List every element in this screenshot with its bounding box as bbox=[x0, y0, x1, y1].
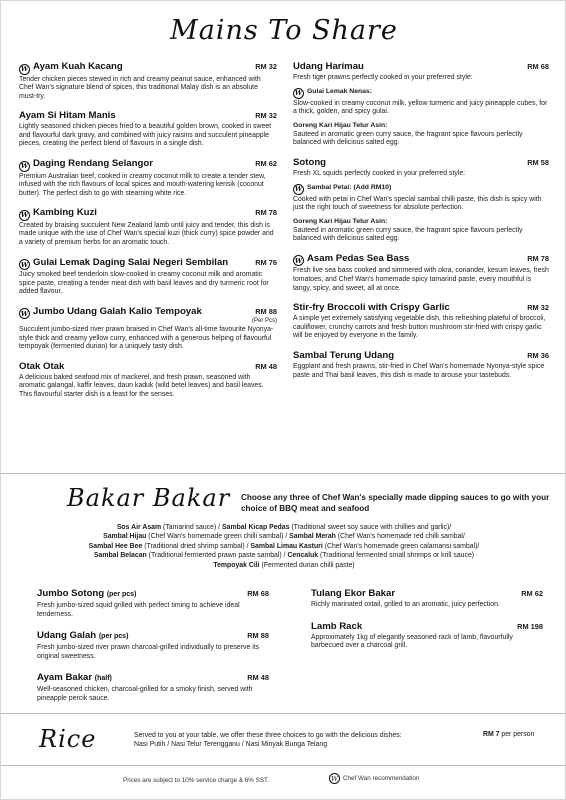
menu-item-description: Lightly seasoned chicken pieces fried to a beautiful golden brown, cooked in sweet and flavourful dark gravy, and combined with juicy raisins and succulent pineapple pieces, creating the perfect blend of flavours in a single dish. bbox=[19, 123, 272, 148]
menu-item-header bbox=[37, 588, 269, 601]
menu-item-name bbox=[19, 361, 64, 373]
bbq-right-column bbox=[311, 588, 543, 662]
mains-title: Mains To Share bbox=[170, 15, 398, 46]
menu-item-description: A delicious baked seafood mix of mackerel, and fresh prawn, seasoned with aromatic galangal, kaffir leaves, daun kaduk (wild betel leaves) and basil leaves. This flavourful starter dish is a feast for the senses. bbox=[19, 373, 264, 398]
menu-item-portion: (half) bbox=[94, 675, 112, 683]
menu-item-name-text: Tulang Ekor Bakar bbox=[311, 588, 396, 599]
option-description: Sauteed in aromatic green curry sauce, the fragrant spice flavours perfectly balanced with delicious salted egg. bbox=[293, 130, 523, 147]
menu-item-description: Tender chicken pieces stewed in rich and creamy peanut sauce, enhanced with Chef Wan's signature blend of spices, this traditional Malay dish is an absolute must-try. bbox=[19, 75, 261, 100]
menu-item-price: RM 48 bbox=[247, 673, 269, 683]
menu-item-name-text: Stir-fry Broccoli with Crispy Garlic bbox=[293, 302, 450, 314]
menu-item-name bbox=[19, 257, 228, 271]
menu-item-name-text: Lamb Rack bbox=[311, 620, 363, 632]
menu-item-name-text: Daging Rendang Selangor bbox=[33, 158, 153, 170]
option-description: Slow-cooked in creamy coconut milk, yellow turmeric and juicy pineapple cubes, for a thick, golden, and spicy gulai. bbox=[293, 99, 548, 116]
menu-item-description: Succulent jumbo-sized river prawn braised in Chef Wan's all-time favourite Nyonya-style thick and creamy yellow curry, enhanced with a generous helping of flavourful tempoyak (fermented durian) for a uniquely tasty dish. bbox=[19, 325, 274, 351]
chef-wan-logo-icon: W bbox=[294, 256, 303, 265]
sauce-description: (Tamarind sauce) / bbox=[161, 524, 223, 531]
section-divider bbox=[1, 713, 566, 714]
chef-wan-logo-icon: W bbox=[20, 309, 29, 318]
menu-item-price: RM 32 bbox=[255, 111, 277, 121]
menu-item-name-text: Ayam Bakar bbox=[37, 672, 93, 684]
menu-item bbox=[293, 350, 549, 380]
menu-item bbox=[19, 110, 277, 149]
menu-item-name bbox=[19, 207, 97, 221]
menu-item-description: Fresh live sea bass cooked and simmered with okra, coriander, kesum leaves, fresh tomatoes, and Chef Wan's homemade spicy tamarind paste, every mouthful is tangy, spicy, and sweet, all at once. bbox=[293, 267, 549, 292]
menu-item-name bbox=[19, 306, 202, 320]
menu-item-price: RM 48 bbox=[255, 361, 277, 371]
menu-item-option bbox=[293, 87, 549, 117]
menu-item-header bbox=[19, 257, 277, 271]
rice-desc-line2: Nasi Putih / Nasi Telur Terengganu / Nasi Minyak Bunga Telang bbox=[134, 741, 328, 749]
menu-item-option bbox=[293, 217, 549, 244]
sauce-description: (Chef Wan's homemade green calamansi sambal)/ bbox=[322, 542, 480, 550]
menu-item-name-text: Sotong bbox=[293, 156, 327, 168]
menu-item-header bbox=[19, 110, 277, 122]
sauce-description: (Traditional fermented prawn paste sambal) / bbox=[146, 552, 288, 560]
sauce-line bbox=[41, 532, 527, 541]
sauce-line bbox=[41, 551, 527, 560]
menu-item-name bbox=[293, 61, 364, 73]
rice-description bbox=[134, 731, 474, 749]
menu-item-description: Juicy smoked beef tenderloin slow-cooked in creamy coconut milk and aromatic spice paste, creating a tender meat dish with basil leaves and dry turmeric root for added flavour. bbox=[19, 271, 269, 296]
menu-item-name-text: Sambal Terung Udang bbox=[293, 350, 395, 361]
menu-item-name bbox=[311, 588, 395, 600]
menu-item bbox=[19, 61, 277, 101]
recommendation-legend bbox=[329, 773, 419, 784]
menu-item-header bbox=[19, 207, 277, 221]
menu-item-header bbox=[19, 306, 277, 325]
menu-item-name-text: Jumbo Udang Galah Kalio Tempoyak bbox=[33, 305, 202, 317]
menu-item-option bbox=[293, 121, 549, 148]
menu-item-name-text: Ayam Si Hitam Manis bbox=[19, 110, 116, 122]
menu-item-header bbox=[311, 621, 543, 633]
menu-item-description: A simple yet extremely satisfying vegetable dish, this refreshing plateful of broccoli, cauliflower, crunchy carrots and fresh button mushroom stir-fried with crispy garlic will be enjoyed by everyone in the family. bbox=[293, 315, 546, 340]
sauce-name: Sambal Hee Bee bbox=[88, 542, 143, 550]
menu-item-name bbox=[293, 157, 326, 169]
menu-item bbox=[19, 361, 277, 400]
sauce-description: (Traditional dried shrimp sambal) / bbox=[142, 542, 251, 550]
chef-wan-logo-icon: W bbox=[329, 773, 340, 784]
menu-item bbox=[293, 253, 549, 293]
sauce-name: Sambal Kicap Pedas bbox=[222, 524, 290, 531]
sauce-list bbox=[41, 523, 527, 570]
bakar-intro: Choose any three of Chef Wan's specially made dipping sauces to go with your choice of BBQ meat and seafood bbox=[241, 493, 550, 513]
rice-price-value: RM 7 bbox=[483, 731, 500, 738]
bakar-title: Bakar Bakar bbox=[67, 484, 231, 512]
menu-item-price: RM 58 bbox=[527, 157, 549, 167]
sauce-description: (Chef Wan's homemade green chilli sambal) / bbox=[146, 533, 290, 541]
menu-item-price: RM 78 bbox=[255, 208, 277, 218]
menu-item-header bbox=[293, 350, 549, 362]
menu-item-price: RM 62 bbox=[255, 159, 277, 169]
menu-item-header bbox=[37, 672, 269, 685]
rice-price-unit: per person bbox=[499, 731, 535, 738]
menu-item-description: Fresh tiger prawns perfectly cooked in your preferred style: bbox=[293, 74, 473, 81]
menu-item-name bbox=[293, 350, 394, 362]
chef-wan-logo-icon: W bbox=[20, 162, 29, 171]
menu-item-header bbox=[293, 157, 549, 169]
mains-right-column bbox=[293, 61, 549, 389]
menu-item-price: RM 88 bbox=[247, 631, 269, 641]
sauce-description: (Chef Wan's homemade red chilli sambal/ bbox=[335, 533, 465, 541]
option-description: Cooked with petai in Chef Wan's special sambal chilli paste, this dish is spicy with just the right touch of sweetness for absolute perfection. bbox=[293, 195, 542, 212]
menu-item-header bbox=[293, 61, 549, 73]
menu-item-name-text: Gulai Lemak Daging Salai Negeri Sembilan bbox=[33, 256, 229, 268]
menu-item-name bbox=[19, 61, 123, 75]
chef-wan-logo-icon: W bbox=[294, 184, 303, 193]
menu-item-description: Fresh XL squids perfectly cooked in your preferred style: bbox=[293, 169, 466, 177]
menu-item-price-unit: (Per Pcs) bbox=[251, 317, 277, 324]
menu-item-description: Fresh jumbo-sized squid grilled with perfect timing to achieve ideal tenderness. bbox=[37, 602, 240, 618]
footer-divider bbox=[1, 765, 566, 766]
sauce-line bbox=[41, 542, 527, 551]
menu-item-description: Created by braising succulent New Zealand lamb until juicy and tender, this dish is made unique with the use of Chef Wan's special kuzi (thick curry) spice powder and a variety of premium herbs for an aromatic touch. bbox=[19, 221, 274, 247]
menu-item-header bbox=[19, 361, 277, 373]
menu-item-description: Fresh jumbo-sized river prawn charcoal-grilled individually to preserve its original sweetness. bbox=[37, 644, 260, 660]
menu-item-name bbox=[37, 672, 112, 685]
menu-item-name-text: Jumbo Sotong bbox=[37, 588, 105, 599]
menu-item bbox=[311, 621, 543, 651]
rice-desc-line1: Served to you at your table, we offer these three choices to go with the delicious dishes: bbox=[134, 732, 402, 739]
menu-item bbox=[293, 61, 549, 148]
menu-item-price: RM 62 bbox=[521, 589, 543, 598]
mains-left-column bbox=[19, 61, 277, 408]
sauce-name: Sambal Merah bbox=[289, 533, 336, 541]
legend-text: Chef Wan recommendation bbox=[343, 775, 420, 782]
menu-item-name bbox=[19, 158, 153, 172]
menu-item bbox=[19, 207, 277, 247]
menu-item-name-text: Udang Galah bbox=[37, 630, 97, 642]
menu-item-name-text: Asam Pedas Sea Bass bbox=[307, 252, 410, 264]
sauce-name: Sambal Hijau bbox=[103, 533, 147, 541]
menu-item-name-text: Ayam Kuah Kacang bbox=[33, 61, 123, 72]
sauce-description: (Fermented durian chilli paste) bbox=[259, 561, 355, 569]
option-name-text: Gulai Lemak Nenas: bbox=[307, 87, 372, 95]
menu-item-price: RM 76 bbox=[255, 257, 277, 267]
menu-item-description: Well-seasoned chicken, charcoal-grilled for a smoky finish, served with pineapple percik sauce. bbox=[37, 686, 253, 702]
menu-item-description: Richly marinated oxtail, grilled to an aromatic, juicy perfection. bbox=[311, 601, 500, 608]
option-name-text: Goreng Kari Hijau Telur Asin: bbox=[293, 217, 388, 225]
option-name-text: Sambal Petai: (Add RM10) bbox=[307, 183, 392, 191]
menu-item-name bbox=[37, 630, 128, 643]
menu-item-price: RM 88 (Per Pcs) bbox=[251, 306, 277, 324]
menu-item-price: RM 36 bbox=[527, 351, 549, 360]
option-name-text: Goreng Kari Hijau Telur Asin: bbox=[293, 121, 388, 129]
menu-item bbox=[37, 672, 269, 703]
menu-item bbox=[19, 257, 277, 297]
menu-item bbox=[19, 158, 277, 198]
menu-item bbox=[37, 630, 269, 661]
menu-item-header bbox=[19, 158, 277, 172]
menu-item-header bbox=[19, 61, 277, 75]
menu-item-name bbox=[37, 588, 136, 601]
chef-wan-logo-icon: W bbox=[20, 65, 29, 73]
price-note: Prices are subject to 10% service charge & 6% SST. bbox=[123, 777, 269, 784]
menu-item-description: Eggplant and fresh prawns, stir-fried in Chef Wan's homemade Nyonya-style spice paste and Thai basil leaves, this dish is made to arouse your tastebuds. bbox=[293, 363, 545, 379]
menu-item-name-text: Kambing Kuzi bbox=[33, 207, 97, 219]
sauce-name: Cencaluk bbox=[287, 552, 319, 560]
menu-item-header bbox=[293, 253, 549, 267]
chef-wan-logo-icon: W bbox=[294, 88, 303, 97]
menu-item-name-text: Udang Harimau bbox=[293, 61, 364, 72]
menu-item-option bbox=[293, 183, 549, 213]
menu-item bbox=[37, 588, 269, 619]
sauce-description: (Traditional fermented small shrimps or krill sauce) bbox=[318, 552, 475, 560]
sauce-name: Sos Air Asam bbox=[116, 524, 162, 531]
menu-item-name bbox=[293, 253, 409, 267]
sauce-name: Sambal Limau Kasturi bbox=[250, 542, 323, 550]
sauce-name: Tempoyak Cili bbox=[213, 561, 260, 569]
rice-price bbox=[483, 731, 534, 738]
menu-item bbox=[293, 157, 549, 244]
sauce-description: (Traditional sweet soy sauce with chillies and garlic)/ bbox=[289, 524, 452, 531]
menu-item-name bbox=[293, 302, 450, 314]
menu-item-header bbox=[311, 588, 543, 600]
menu-item-price: RM 68 bbox=[247, 589, 269, 598]
sauce-name: Sambal Belacan bbox=[93, 552, 147, 560]
menu-item-header bbox=[37, 630, 269, 643]
menu-item-description: Premium Australian beef, cooked in creamy coconut milk to create a tender stew, infused with the rich flavours of local spices and mouth-watering kerisik (coconut butter). The perfect dish to go with steaming white rice. bbox=[19, 172, 266, 197]
menu-item-name bbox=[19, 110, 116, 122]
rice-title: Rice bbox=[39, 725, 97, 753]
menu-item-price: RM 32 bbox=[255, 62, 277, 71]
chef-wan-logo-icon: W bbox=[20, 260, 29, 269]
menu-item-name bbox=[311, 621, 362, 633]
menu-item bbox=[311, 588, 543, 610]
bbq-left-column bbox=[37, 588, 269, 715]
menu-item-price: RM 68 bbox=[527, 62, 549, 71]
option-description: Sauteed in aromatic green curry sauce, the fragrant spice flavours perfectly balanced with delicious salted egg. bbox=[293, 226, 523, 243]
menu-item-portion: (per pcs) bbox=[98, 633, 129, 641]
menu-item-name-text: Otak Otak bbox=[19, 360, 65, 372]
option-name bbox=[293, 183, 549, 195]
menu-item-header bbox=[293, 302, 549, 314]
option-name bbox=[293, 217, 549, 226]
menu-item-description: Approximately 1kg of elegantly seasoned rack of lamb, flavourfully barbecued over a charcoal grill. bbox=[311, 633, 513, 650]
option-name bbox=[293, 87, 549, 99]
menu-item-portion: (per pcs) bbox=[106, 591, 137, 598]
chef-wan-logo-icon: W bbox=[20, 211, 29, 220]
menu-item-price: RM 78 bbox=[527, 253, 549, 263]
sauce-line bbox=[41, 561, 527, 570]
menu-item bbox=[293, 302, 549, 341]
option-name bbox=[293, 121, 549, 130]
menu-item-price: RM 198 bbox=[517, 621, 543, 631]
sauce-line bbox=[41, 523, 527, 532]
menu-item-price: RM 32 bbox=[527, 303, 549, 313]
menu-item bbox=[19, 306, 277, 352]
section-divider bbox=[1, 473, 566, 474]
